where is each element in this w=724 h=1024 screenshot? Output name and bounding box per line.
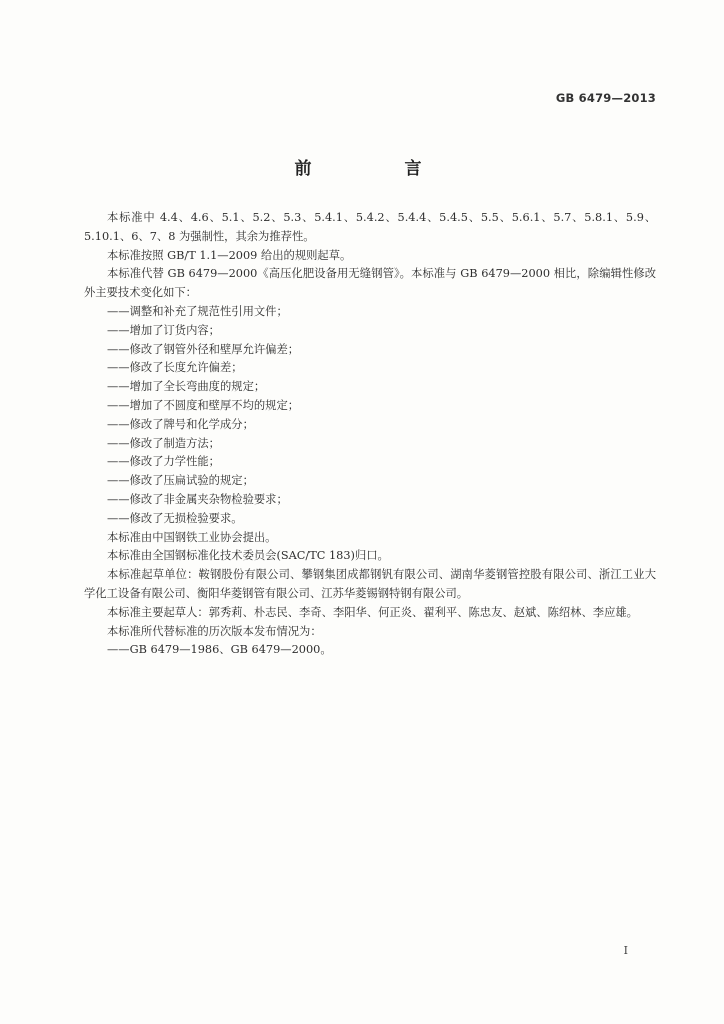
- paragraph-drafting-rules: 本标准按照 GB/T 1.1—2009 给出的规则起草。: [107, 248, 352, 262]
- paragraph-history-intro: 本标准所代替标准的历次版本发布情况为：: [107, 624, 322, 638]
- change-item: ——增加了订货内容；: [107, 323, 220, 337]
- change-item: ——增加了全长弯曲度的规定；: [107, 380, 266, 394]
- paragraph-proposed-by: 本标准由中国钢铁工业协会提出。: [107, 530, 277, 544]
- standard-code: GB 6479—2013: [555, 91, 656, 105]
- change-item: ——调整和补充了规范性引用文件；: [107, 304, 288, 318]
- paragraph-drafters: 本标准主要起草人：郭秀莉、朴志民、李奇、李阳华、何正炎、翟利平、陈忠友、赵斌、陈绍林、李应雄。: [107, 605, 638, 619]
- change-item: ——修改了无损检验要求。: [107, 511, 243, 525]
- change-item: ——修改了压扁试验的规定；: [107, 474, 254, 488]
- paragraph-centralized-by: 本标准由全国钢标准化技术委员会(SAC/TC 183)归口。: [107, 549, 389, 563]
- change-item: ——增加了不圆度和壁厚不均的规定；: [107, 398, 300, 412]
- change-item: ——修改了制造方法；: [107, 436, 220, 450]
- paragraph-mandatory-clauses: 本标准中 4.4、4.6、5.1、5.2、5.3、5.4.1、5.4.2、5.4.4、5.4.5、5.5、5.6.1、5.7、5.8.1、5.9、5.10.1、6、7、8 为强制性，其余为推荐性。: [84, 211, 656, 243]
- paragraph-drafting-units: 本标准起草单位：鞍钢股份有限公司、攀钢集团成都钢钒有限公司、湖南华菱钢管控股有限公司、浙江工业大学化工设备有限公司、衡阳华菱钢管有限公司、江苏华菱锡钢特钢有限公司。: [84, 568, 656, 600]
- change-item: ——修改了牌号和化学成分；: [107, 417, 254, 431]
- history-item: ——GB 6479—1986、GB 6479—2000。: [107, 643, 332, 657]
- change-item: ——修改了力学性能；: [107, 455, 220, 469]
- change-item: ——修改了长度允许偏差；: [107, 361, 243, 375]
- change-item: ——修改了钢管外径和壁厚允许偏差；: [107, 342, 300, 356]
- page-number: I: [623, 944, 628, 957]
- paragraph-replaces: 本标准代替 GB 6479—2000《高压化肥设备用无缝钢管》。本标准与 GB 6479—2000 相比，除编辑性修改外主要技术变化如下：: [84, 267, 656, 300]
- change-item: ——修改了非金属夹杂物检验要求；: [107, 492, 288, 506]
- preface-body: [84, 209, 656, 660]
- page-title: 前 言: [294, 159, 460, 179]
